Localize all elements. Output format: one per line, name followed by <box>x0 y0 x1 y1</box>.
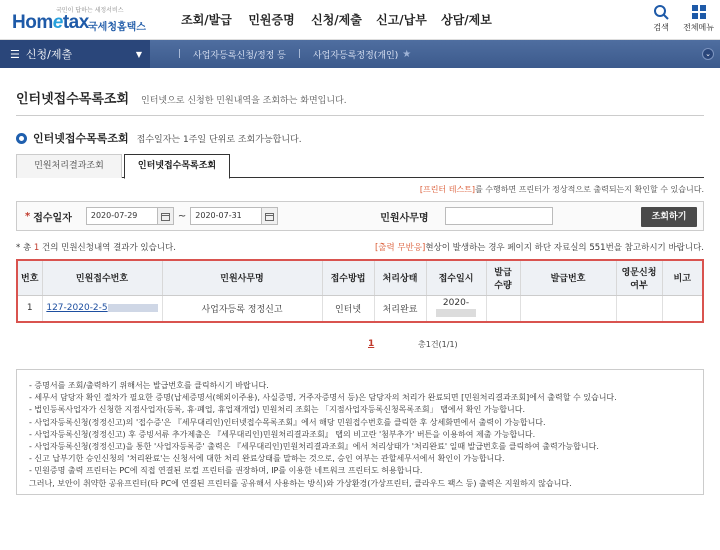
civil-name-label: 민원사무명 <box>380 212 429 224</box>
guide-item: - 사업자등록신청(정정신고)의 '접수증'은 『세무대리인)인터넷접수목록조회』에서 해당 민원접수번호를 클릭한 후 상세화면에서 출력이 가능합니다. <box>29 417 546 427</box>
date-range-separator: ~ <box>177 210 187 222</box>
cell-no: 1 <box>18 295 42 321</box>
expand-chevron-icon[interactable]: ⌄ <box>702 48 714 60</box>
cell-english <box>616 295 662 321</box>
top-header <box>0 0 720 40</box>
section-description: 접수일자는 1주일 단위로 조회가능합니다. <box>136 134 302 145</box>
calendar-icon <box>265 212 274 221</box>
redacted-block <box>108 304 158 312</box>
guide-box <box>16 369 704 495</box>
guide-item: - 사업자등록신청(정정신고)을 통한 '사업자등록증' 출력은 『세무대리인)민원처리결과조회』에서 처리상태가 '처리완료' 일때 발급번호를 클릭하여 출력가능합니다. <box>29 442 599 452</box>
tab-bar <box>16 154 704 178</box>
col-header-qty: 발급 수량 <box>486 261 520 295</box>
col-header-issue-no: 발급번호 <box>520 261 616 295</box>
receipt-table-container <box>16 259 704 323</box>
result-summary <box>16 241 704 253</box>
all-menu-label: 전체메뉴 <box>683 23 714 32</box>
date-to-input[interactable]: 2020-07-31 <box>190 207 262 225</box>
cell-method: 인터넷 <box>322 295 374 321</box>
redacted-block <box>436 309 476 317</box>
guide-item: - 신고 납부기한 승인신청의 '처리완료'는 신청서에 대한 처리 완료상태를 말하는 것으로, 승인 여부는 관할세무서에서 확인이 가능합니다. <box>29 454 505 464</box>
col-header-receipt-no: 민원접수번호 <box>42 261 162 295</box>
nav-item-application[interactable]: 신청/제출 <box>311 13 362 27</box>
menu-toggle-label: 신청/제출 <box>25 48 73 61</box>
receipt-number-link[interactable]: 127-2020-2-5 <box>42 295 162 321</box>
nav-item-report-pay[interactable]: 신고/납부 <box>376 13 427 27</box>
nav-item-counsel[interactable]: 상담/제보 <box>441 13 492 27</box>
date-label: * 접수일자 <box>25 210 72 224</box>
col-header-status: 처리상태 <box>374 261 426 295</box>
menu-toggle-button[interactable] <box>0 40 150 68</box>
section-title: 인터넷접수목록조회 <box>16 130 129 146</box>
col-header-no: 번호 <box>18 261 42 295</box>
col-header-method: 접수방법 <box>322 261 374 295</box>
logo-brand: Hometax <box>12 11 89 33</box>
col-header-english: 영문신청 여부 <box>616 261 662 295</box>
logo-korean: 국세청홈택스 <box>88 21 146 33</box>
location-bar <box>0 40 720 68</box>
header-search-button[interactable] <box>653 4 669 33</box>
search-panel <box>16 201 704 231</box>
pagination <box>16 339 704 353</box>
hometax-logo[interactable] <box>0 0 160 40</box>
page-description: 인터넷으로 신청한 민원내역을 조회하는 화면입니다. <box>141 96 347 106</box>
civil-name-input[interactable] <box>445 207 553 225</box>
breadcrumb-item-1[interactable]: 사업자등록신청/정정 등 <box>193 50 286 61</box>
table-row <box>18 295 702 321</box>
guide-item: - 민원증명 출력 프린터는 PC에 직접 연결된 로컬 프린터를 권장하며, IP를 이용한 네트워크 프린터도 허용합니다. <box>29 466 423 476</box>
header-search-label: 검색 <box>653 23 669 32</box>
chevron-down-icon: ▼ <box>135 49 142 59</box>
guide-item: - 증명서를 조회/출력하기 위해서는 발급번호를 클릭하시기 바랍니다. <box>29 381 269 390</box>
calendar-icon <box>161 212 170 221</box>
guide-item: - 사업자등록신청(정정신고) 후 증빙서류 추가제출은 『세무대리인)민원처리결과조회』 탭의 비고란 '첨부추가' 버튼을 이용하여 제출 가능합니다. <box>29 429 536 439</box>
col-header-date: 접수일시 <box>426 261 486 295</box>
receipt-table <box>18 261 702 321</box>
date-from-input[interactable]: 2020-07-29 <box>86 207 158 225</box>
logo-tagline: 국민이 답하는 세정서비스 <box>56 6 124 14</box>
cell-date: 2020- <box>426 295 486 321</box>
breadcrumb-separator-icon: | <box>297 49 301 59</box>
page-number-1[interactable]: 1 <box>368 339 375 349</box>
all-menu-button[interactable] <box>683 4 714 33</box>
cell-issue-no <box>520 295 616 321</box>
guide-item: - 법인등록사업자가 신청한 지점사업자(등록, 휴·폐업, 휴업재개업) 민원처리 조회는 「지점사업자등록신청목록조회」 탭에서 확인 가능합니다. <box>29 405 526 415</box>
search-button[interactable]: 조회하기 <box>641 207 697 227</box>
nav-item-inquiry[interactable]: 조회/발급 <box>181 13 232 27</box>
print-warning: [출력 무반응]현상이 발생하는 경우 페이지 하단 자료실의 551번을 참고하시기 바랍니다. <box>374 243 704 253</box>
cell-status: 처리완료 <box>374 295 426 321</box>
breadcrumb-separator-icon: | <box>178 49 182 59</box>
printer-test-notice: [프린터 테스트]를 수행하면 프린터가 정상적으로 출력되는지 확인할 수 있습니다. <box>419 185 704 194</box>
grid-icon <box>691 4 707 20</box>
tab-civil-result[interactable]: 민원처리결과조회 <box>16 154 122 178</box>
breadcrumb <box>150 48 411 61</box>
favorite-star-icon[interactable]: ★ <box>402 48 412 60</box>
col-header-civil-name: 민원사무명 <box>162 261 322 295</box>
cell-note <box>662 295 702 321</box>
main-nav <box>174 11 499 28</box>
bullet-ring-icon <box>16 133 27 144</box>
guide-item: - 세무서 담당자 확인 절차가 필요한 증명(납세증명서(해외이주용), 사실증명, 거주자증명서 등)은 담당자의 처리가 완료되면 [민원처리결과조회]에서 출력할 수 있습니다. <box>29 393 617 403</box>
page-total: 총1건(1/1) <box>418 340 458 349</box>
breadcrumb-item-2[interactable]: 사업자등록정정(개인) <box>312 50 399 61</box>
tab-internet-receipt-list[interactable]: 인터넷접수목록조회 <box>124 154 230 179</box>
result-count-text: * 총 1 건의 민원신청내역 결과가 있습니다. <box>16 243 176 253</box>
page-title: 인터넷접수목록조회 <box>16 92 130 107</box>
guide-item: 그러나, 보안이 취약한 공유프린터(타 PC에 연결된 프린터를 공유해서 사용하는 방식)와 가상환경(가상프린터, 클라우드 팩스 등) 출력은 지원하지 않습니다. <box>29 478 572 488</box>
calendar-to-button[interactable] <box>262 207 278 225</box>
calendar-from-button[interactable] <box>158 207 174 225</box>
cell-qty <box>486 295 520 321</box>
cell-civil-name: 사업자등록 정정신고 <box>162 295 322 321</box>
col-header-note: 비고 <box>662 261 702 295</box>
search-icon <box>653 4 669 20</box>
printer-test-link[interactable]: [프린터 테스트] <box>419 185 475 194</box>
hamburger-icon: ☰ <box>10 47 20 61</box>
nav-item-certificate[interactable]: 민원증명 <box>248 13 295 27</box>
